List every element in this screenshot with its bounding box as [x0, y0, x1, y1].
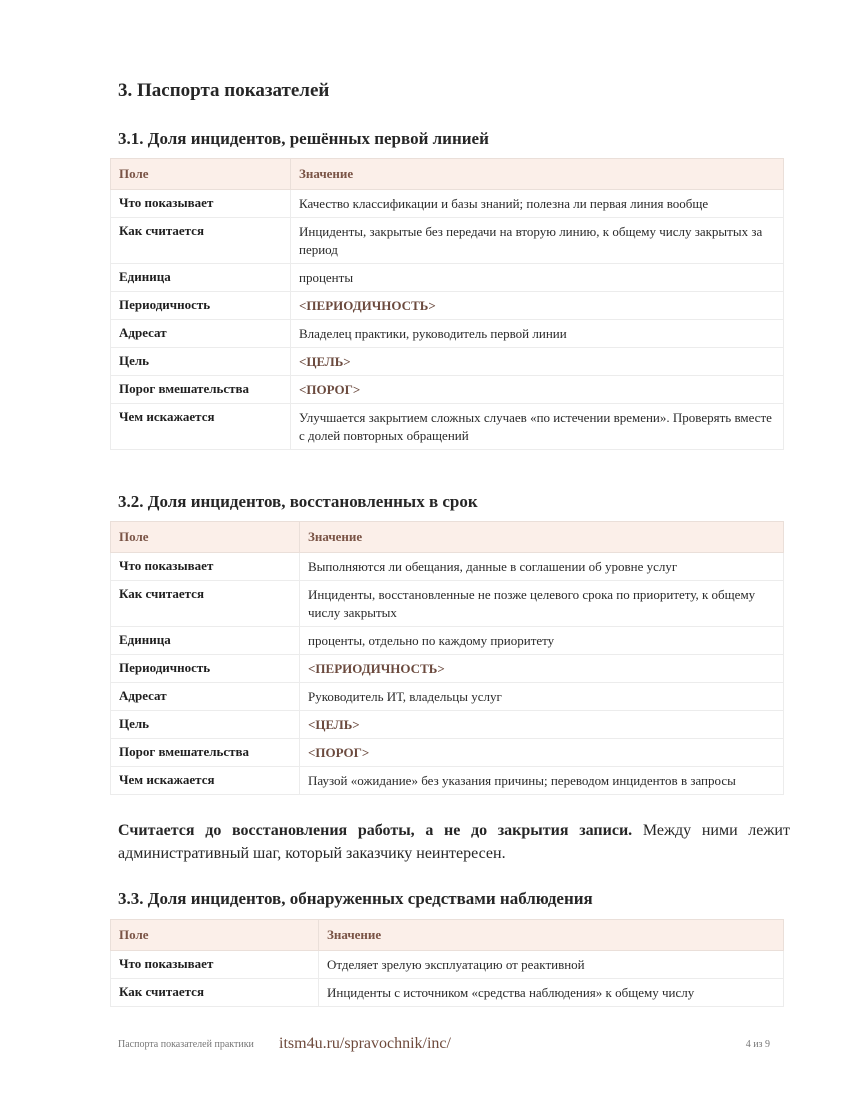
row-field: Как считается — [111, 581, 300, 627]
table-row — [111, 951, 784, 979]
row-value-placeholder: <ПОРОГ> — [291, 376, 784, 404]
page-footer — [118, 1035, 770, 1055]
table-row — [111, 190, 784, 218]
row-field: Адресат — [111, 683, 300, 711]
header-value: Значение — [319, 920, 784, 951]
table-row — [111, 711, 784, 739]
row-value: Улучшается закрытием сложных случаев «по истечении времени». Проверять вместе с долей повторных обращений — [291, 404, 784, 450]
row-field: Что показывает — [111, 190, 291, 218]
row-value: Инциденты, закрытые без передачи на вторую линию, к общему числу закрытых за период — [291, 218, 784, 264]
table-row — [111, 553, 784, 581]
row-value-placeholder: <ЦЕЛЬ> — [300, 711, 784, 739]
row-field: Чем искажается — [111, 404, 291, 450]
row-value-placeholder: <ПОРОГ> — [300, 739, 784, 767]
table-row — [111, 376, 784, 404]
row-field: Цель — [111, 711, 300, 739]
kpi-title-monitoring-detected: 3.3. Доля инцидентов, обнаруженных средствами наблюдения — [118, 889, 593, 908]
row-field: Чем искажается — [111, 767, 300, 795]
table-row — [111, 348, 784, 376]
table-row — [111, 627, 784, 655]
header-field: Поле — [111, 522, 300, 553]
note-text: Между ними лежит административный шаг, который заказчику неинтересен. — [118, 822, 790, 862]
row-value: Инциденты, восстановленные не позже целевого срока по приоритету, к общему числу закрытых — [300, 581, 784, 627]
footer-url-link[interactable]: itsm4u.ru/spravochnik/inc/ — [279, 1035, 451, 1052]
table-row — [111, 218, 784, 264]
row-value: Качество классификации и базы знаний; полезна ли первая линия вообще — [291, 190, 784, 218]
table-row — [111, 979, 784, 1007]
row-field: Что показывает — [111, 553, 300, 581]
row-value: проценты, отдельно по каждому приоритету — [300, 627, 784, 655]
row-field: Цель — [111, 348, 291, 376]
footer-page-number: 4 из 9 — [745, 1039, 770, 1050]
row-field: Что показывает — [111, 951, 319, 979]
section-title: 3. Паспорта показателей — [118, 80, 330, 101]
row-field: Периодичность — [111, 292, 291, 320]
table-row — [111, 581, 784, 627]
row-value: Инциденты с источником «средства наблюдения» к общему числу — [319, 979, 784, 1007]
row-value: Отделяет зрелую эксплуатацию от реактивной — [319, 951, 784, 979]
row-value-placeholder: <ЦЕЛЬ> — [291, 348, 784, 376]
header-field: Поле — [111, 920, 319, 951]
table-header-row — [111, 159, 784, 190]
table-header-row — [111, 522, 784, 553]
row-field: Единица — [111, 627, 300, 655]
row-value-placeholder: <ПЕРИОДИЧНОСТЬ> — [300, 655, 784, 683]
kpi-title-first-line: 3.1. Доля инцидентов, решённых первой линией — [118, 129, 489, 148]
row-value: Руководитель ИТ, владельцы услуг — [300, 683, 784, 711]
table-row — [111, 404, 784, 450]
row-field: Порог вмешательства — [111, 739, 300, 767]
header-value: Значение — [291, 159, 784, 190]
table-row — [111, 264, 784, 292]
row-field: Единица — [111, 264, 291, 292]
kpi-table-monitoring-detected — [110, 919, 784, 1007]
row-value: Владелец практики, руководитель первой линии — [291, 320, 784, 348]
row-field: Порог вмешательства — [111, 376, 291, 404]
table-row — [111, 739, 784, 767]
row-field: Как считается — [111, 979, 319, 1007]
table-header-row — [111, 920, 784, 951]
table-row — [111, 655, 784, 683]
header-field: Поле — [111, 159, 291, 190]
row-value-placeholder: <ПЕРИОДИЧНОСТЬ> — [291, 292, 784, 320]
table-row — [111, 683, 784, 711]
row-field: Как считается — [111, 218, 291, 264]
row-value: проценты — [291, 264, 784, 292]
note-bold: Считается до восстановления работы, а не до закрытия записи. — [118, 822, 633, 839]
row-field: Периодичность — [111, 655, 300, 683]
table-row — [111, 320, 784, 348]
restore-time-note — [118, 819, 790, 865]
table-row — [111, 292, 784, 320]
footer-doc-title: Паспорта показателей практики — [118, 1039, 254, 1050]
row-value: Паузой «ожидание» без указания причины; переводом инцидентов в запросы — [300, 767, 784, 795]
header-value: Значение — [300, 522, 784, 553]
kpi-table-first-line — [110, 158, 784, 450]
row-value: Выполняются ли обещания, данные в соглашении об уровне услуг — [300, 553, 784, 581]
kpi-title-restored-on-time: 3.2. Доля инцидентов, восстановленных в срок — [118, 492, 478, 511]
table-row — [111, 767, 784, 795]
kpi-table-restored-on-time — [110, 521, 784, 795]
row-field: Адресат — [111, 320, 291, 348]
